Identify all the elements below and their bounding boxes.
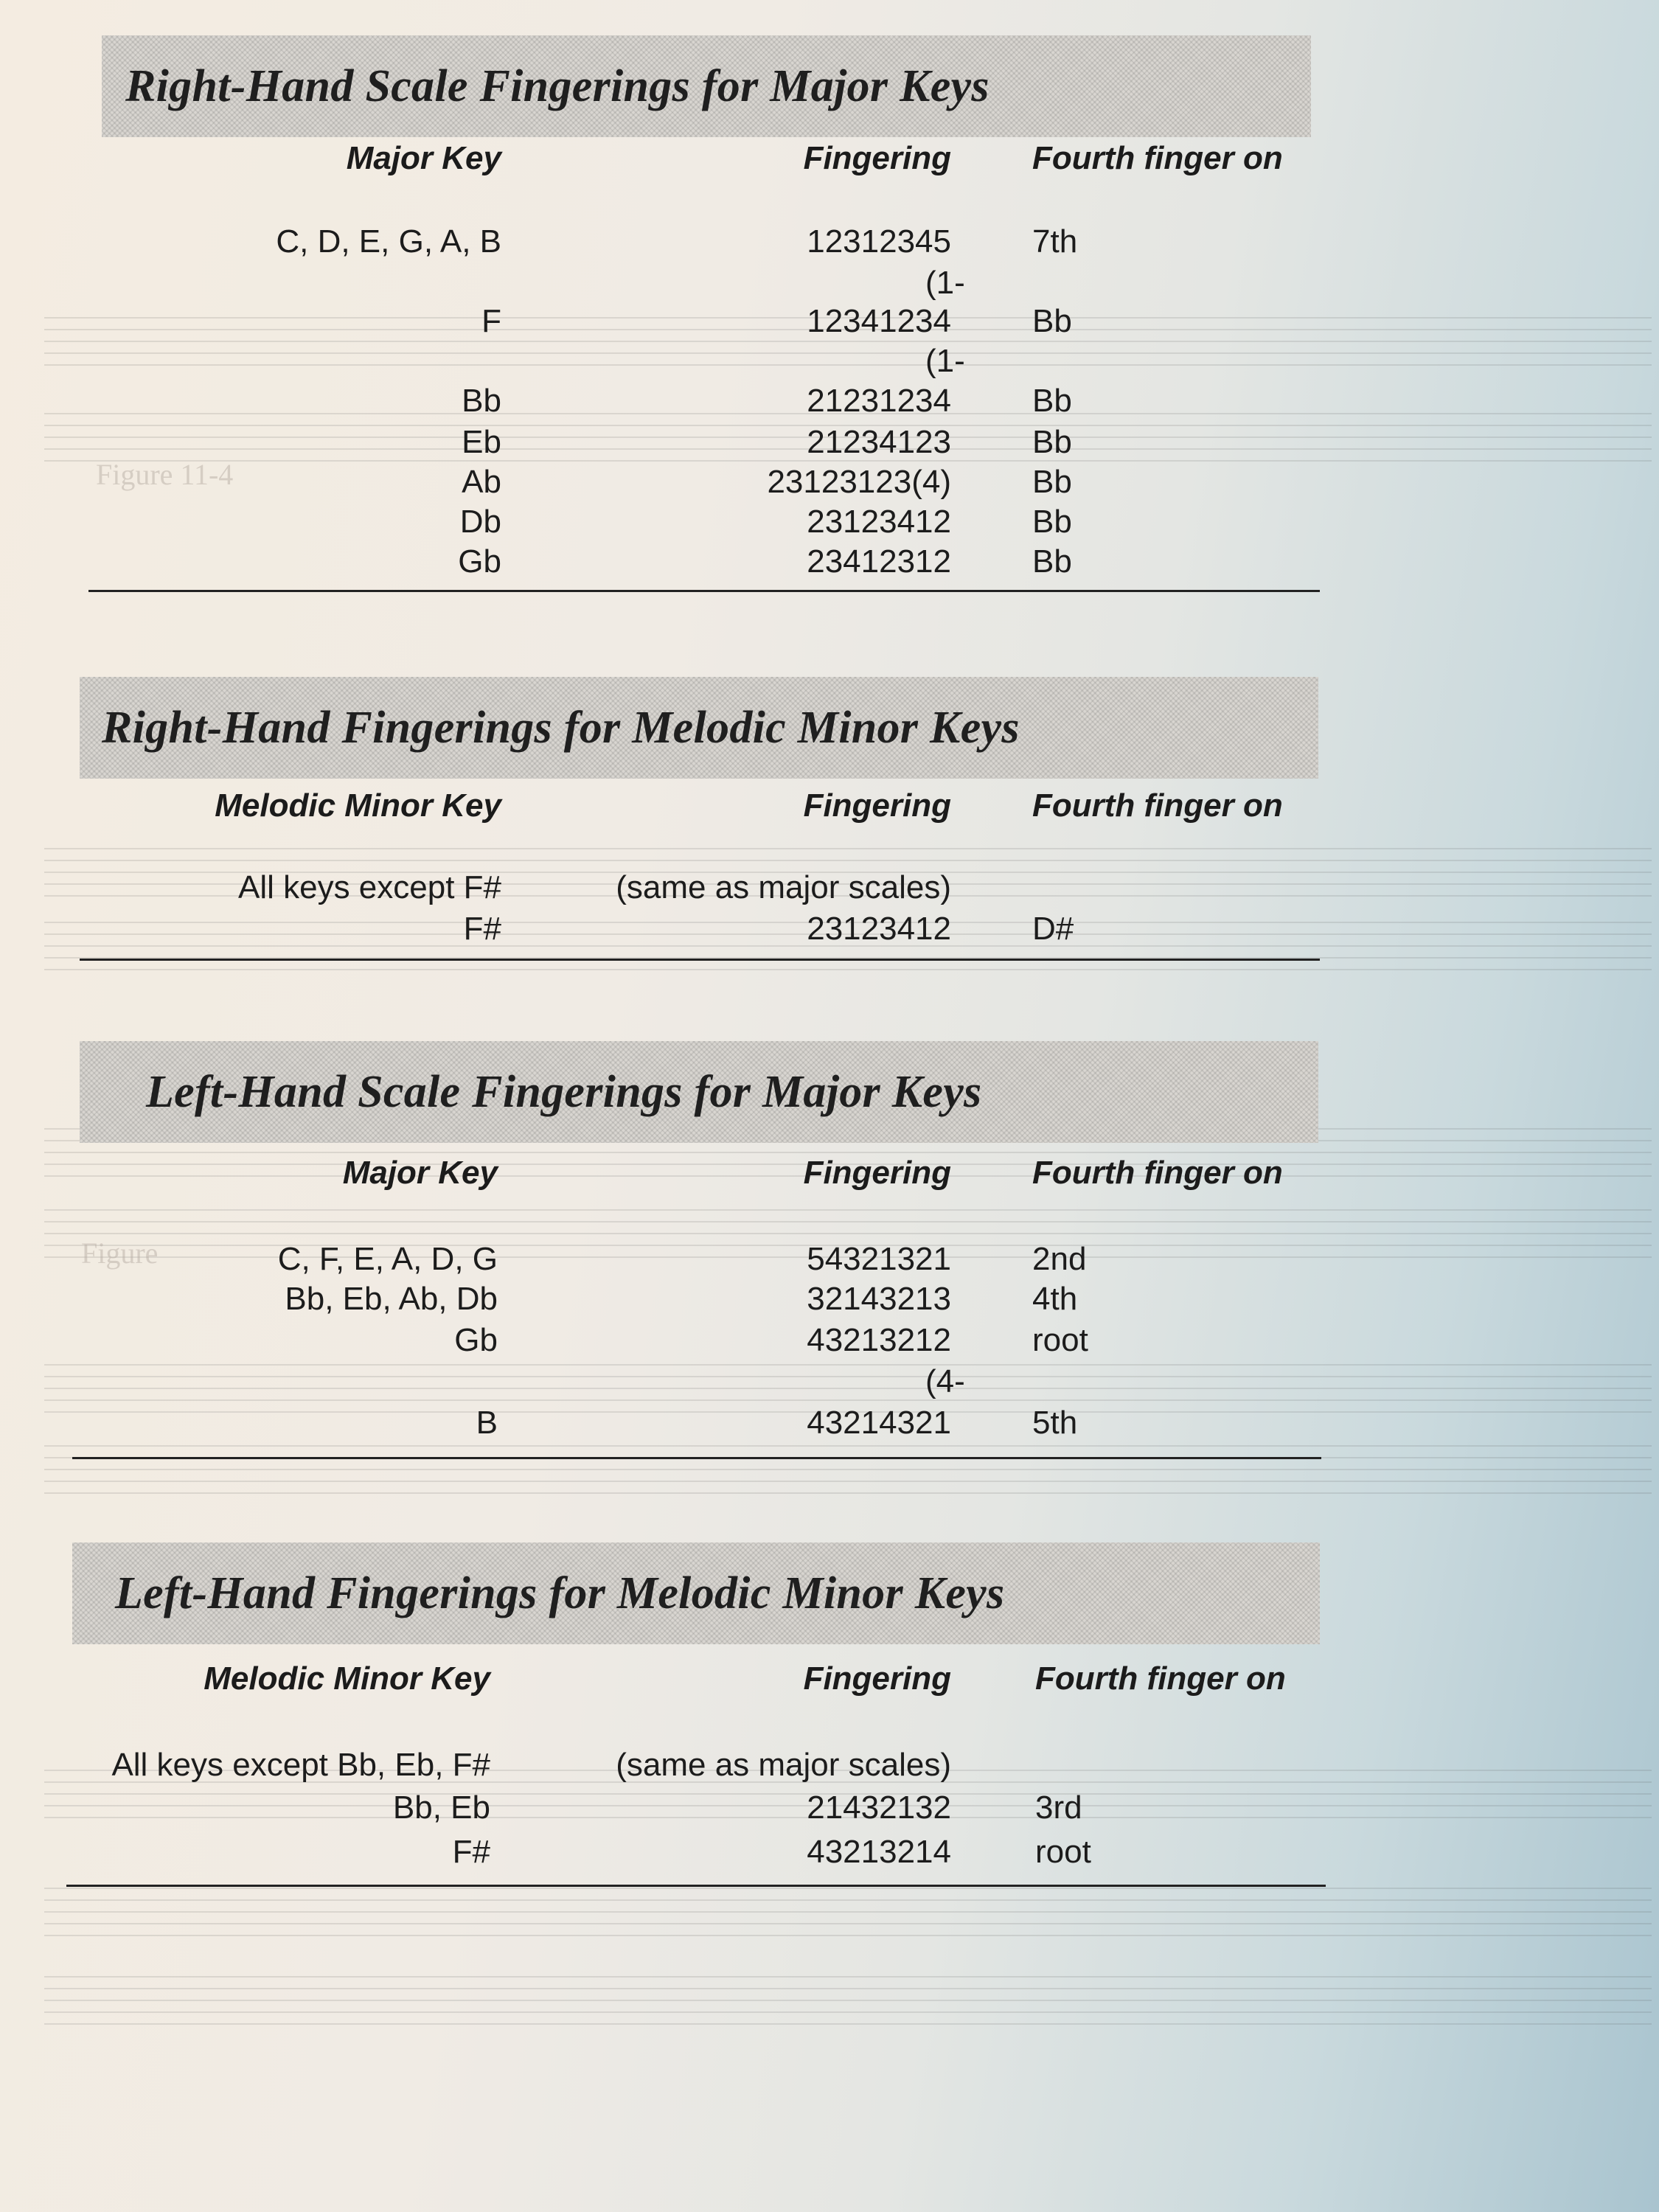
row-fourth-finger: 4th	[1032, 1281, 1078, 1317]
row-key: Bb, Eb	[392, 1790, 490, 1826]
row-key: All keys except F#	[237, 869, 501, 905]
row-key: Bb, Eb, Ab, Db	[285, 1281, 498, 1317]
background-staff-lines	[44, 1888, 1652, 1935]
row-fingering: 21231234	[807, 383, 951, 419]
table-title: Right-Hand Fingerings for Melodic Minor Keys	[102, 702, 1020, 753]
column-header-fingering: Fingering	[803, 140, 951, 176]
row-fingering: 21432132	[807, 1790, 951, 1826]
column-header-fingering: Fingering	[803, 1660, 951, 1697]
row-fingering: 43213214	[807, 1834, 951, 1870]
row-fourth-finger: Bb	[1032, 424, 1072, 460]
row-fourth-finger: root	[1032, 1322, 1088, 1358]
row-key: All keys except Bb, Eb, F#	[111, 1747, 490, 1783]
background-staff-lines	[44, 1445, 1652, 1492]
row-fourth-finger: 2nd	[1032, 1241, 1087, 1277]
row-fingering: 23123412	[807, 504, 951, 540]
table-bottom-rule	[72, 1457, 1321, 1459]
row-key: Db	[459, 504, 501, 540]
row-fingering: 12341234	[807, 303, 951, 339]
column-header-key: Major Key	[342, 1155, 498, 1191]
table-title: Left-Hand Fingerings for Melodic Minor Keys	[115, 1568, 1005, 1618]
fingering-continuation: (1-	[925, 265, 965, 301]
row-fingering: 23412312	[807, 543, 951, 580]
row-fourth-finger: Bb	[1032, 543, 1072, 580]
table-title: Left-Hand Scale Fingerings for Major Keys	[146, 1066, 982, 1117]
row-key: C, F, E, A, D, G	[277, 1241, 498, 1277]
row-key: F#	[452, 1834, 490, 1870]
row-key: Gb	[454, 1322, 498, 1358]
row-fourth-finger: Bb	[1032, 504, 1072, 540]
row-fingering: 43213212	[807, 1322, 951, 1358]
row-key: Eb	[462, 424, 501, 460]
fingering-continuation: (4-	[925, 1363, 965, 1399]
column-header-fourth-finger: Fourth finger on	[1035, 1660, 1286, 1697]
row-fingering: 12312345	[807, 223, 951, 260]
table-bottom-rule	[66, 1885, 1326, 1887]
fingering-continuation: (1-	[925, 343, 965, 379]
row-fourth-finger: root	[1035, 1834, 1091, 1870]
row-fourth-finger: D#	[1032, 911, 1074, 947]
row-key: F#	[463, 911, 501, 947]
background-staff-lines	[44, 1976, 1652, 2023]
row-key: F	[481, 303, 501, 339]
row-fingering: 23123412	[807, 911, 951, 947]
table-title-banner	[72, 1543, 1320, 1644]
row-fourth-finger: Bb	[1032, 303, 1072, 339]
column-header-fingering: Fingering	[803, 787, 951, 824]
column-header-fourth-finger: Fourth finger on	[1032, 787, 1283, 824]
row-fingering: 54321321	[807, 1241, 951, 1277]
row-fourth-finger: 5th	[1032, 1405, 1078, 1441]
table-title-banner	[80, 1041, 1318, 1143]
row-fourth-finger: 7th	[1032, 223, 1078, 260]
row-fingering: 23123123(4)	[767, 464, 951, 500]
row-key: Ab	[462, 464, 501, 500]
row-fourth-finger: 3rd	[1035, 1790, 1082, 1826]
row-fingering: 43214321	[807, 1405, 951, 1441]
row-key: Gb	[458, 543, 501, 580]
table-bottom-rule	[88, 590, 1320, 592]
row-fingering: 32143213	[807, 1281, 951, 1317]
row-key: B	[476, 1405, 498, 1441]
row-fingering: (same as major scales)	[616, 1747, 951, 1783]
column-header-key: Melodic Minor Key	[204, 1660, 490, 1697]
row-fingering: 21234123	[807, 424, 951, 460]
table-title-banner	[80, 677, 1318, 779]
column-header-fourth-finger: Fourth finger on	[1032, 1155, 1283, 1191]
row-fourth-finger: Bb	[1032, 464, 1072, 500]
row-key: C, D, E, G, A, B	[276, 223, 501, 260]
column-header-key: Major Key	[346, 140, 501, 176]
table-bottom-rule	[80, 959, 1320, 961]
column-header-fingering: Fingering	[803, 1155, 951, 1191]
row-fingering: (same as major scales)	[616, 869, 951, 905]
column-header-fourth-finger: Fourth finger on	[1032, 140, 1283, 176]
background-figure-label: Figure	[81, 1237, 159, 1270]
table-title-banner	[102, 35, 1311, 137]
table-title: Right-Hand Scale Fingerings for Major Keys	[125, 60, 990, 111]
row-fourth-finger: Bb	[1032, 383, 1072, 419]
background-figure-label: Figure 11-4	[96, 458, 234, 491]
row-key: Bb	[462, 383, 501, 419]
column-header-key: Melodic Minor Key	[215, 787, 501, 824]
